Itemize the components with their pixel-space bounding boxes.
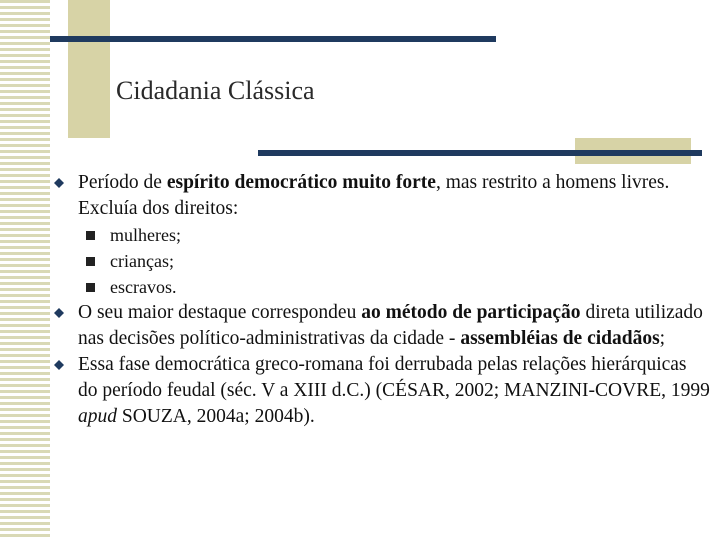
text-run-bold: espírito democrático muito forte <box>166 172 436 193</box>
square-bullet-icon <box>86 257 95 266</box>
sub-bullet-item <box>50 222 710 248</box>
bullet-item <box>50 300 710 352</box>
bullet-text <box>78 354 710 427</box>
diamond-bullet-icon <box>54 178 64 188</box>
bullet-item <box>50 352 710 430</box>
square-bullet-icon <box>86 283 95 292</box>
sub-bullet-item <box>50 248 710 274</box>
text-run-bold: assembléias de cidadãos <box>460 328 660 349</box>
text-run-italic: apud <box>78 406 117 427</box>
text-run: direta utilizado nas decisões político-administrativas da cidade - <box>78 302 703 349</box>
text-run: , mas restrito a homens livres. Excluía dos direitos: <box>78 172 670 219</box>
striped-margin-decoration <box>0 0 50 540</box>
title-accent-block <box>68 0 110 138</box>
text-run-bold: ao método de participação <box>361 302 581 323</box>
text-run: SOUZA, 2004a; 2004b). <box>117 406 315 427</box>
bullet-text <box>78 302 703 349</box>
sub-bullet-text: escravos. <box>110 277 177 297</box>
middle-divider-bar <box>258 150 702 156</box>
text-run: Período de <box>78 172 167 193</box>
diamond-bullet-icon <box>54 360 64 370</box>
text-run: ; <box>659 328 666 349</box>
text-run: Essa fase democrática greco-romana foi derrubada pelas relações hierárquicas do período feudal (séc. V a XIII d.C.) (CÉSAR, 2002; MANZINI-COVRE, 1999 <box>78 354 710 401</box>
bullet-text <box>78 172 669 219</box>
sub-bullet-text: crianças; <box>110 251 174 271</box>
square-bullet-icon <box>86 231 95 240</box>
sub-bullet-text: mulheres; <box>110 225 181 245</box>
diamond-bullet-icon <box>54 308 64 318</box>
bullet-item <box>50 170 710 222</box>
top-divider-bar <box>50 36 496 42</box>
slide-body <box>50 170 710 430</box>
sub-bullet-item <box>50 274 710 300</box>
slide-title: Cidadania Clássica <box>116 76 315 105</box>
text-run: O seu maior destaque correspondeu <box>78 302 362 323</box>
